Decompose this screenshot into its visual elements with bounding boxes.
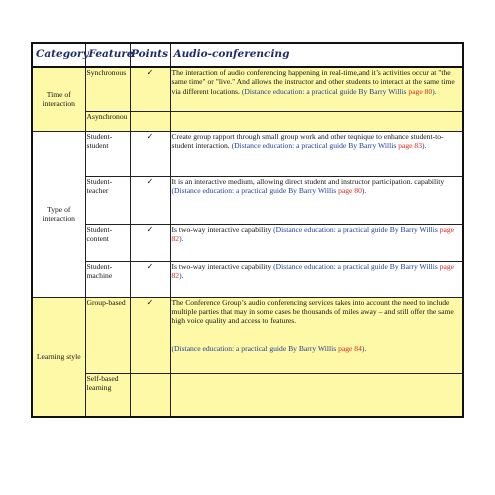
feature-cell: Asynchronou: [85, 111, 130, 131]
description-cell: [170, 176, 463, 224]
description-text: Is two-way interactive capability: [171, 261, 272, 271]
description-cell: [170, 131, 463, 176]
description-text: The Conference Group’s audio conferencing services takes into account the need to include multiple parties that may in some cases be thousands of miles away – and still offer the same high voice quality and access to features.: [171, 297, 454, 326]
table-row: [32, 261, 463, 297]
reference-close: ).: [422, 140, 427, 150]
comparison-table-container: [31, 42, 462, 418]
reference-text: (Distance education: a practical guide By Barry Willis: [273, 261, 438, 271]
description-cell-empty: [170, 111, 463, 131]
reference-text: (Distance education: a practical guide By Barry Willis: [273, 224, 438, 234]
audio-conferencing-table: [31, 42, 464, 418]
table-row: [32, 224, 463, 261]
description-cell: [170, 67, 463, 111]
header-feature: Feature: [85, 43, 130, 67]
reference-text: (Distance education: a practical guide By Barry Willis: [171, 343, 337, 353]
feature-cell: Student-student: [85, 131, 130, 176]
description-text: It is an interactive medium, allowing direct student and instructor participation. capability: [171, 176, 445, 186]
feature-cell: Student-content: [85, 224, 130, 261]
category-cell-type: Type of interaction: [32, 131, 85, 297]
check-icon: ✓: [130, 297, 170, 373]
feature-cell: Student-teacher: [85, 176, 130, 224]
reference-page: page 83: [398, 140, 423, 150]
feature-cell: Self-based learning: [85, 373, 130, 417]
category-cell-time: Time of interaction: [32, 67, 85, 131]
header-audio-conferencing: Audio-conferencing: [170, 43, 463, 67]
reference-close: ).: [361, 185, 367, 195]
reference-page: page 82: [171, 261, 455, 280]
header-row: [32, 43, 463, 67]
table-row: [32, 176, 463, 224]
reference-page: page 80: [408, 86, 433, 96]
description-cell: [170, 297, 463, 373]
reference-text: (Distance education: a practical guide By Barry Willis: [241, 86, 407, 96]
reference-page: page 80: [338, 185, 362, 195]
header-category: Category: [32, 43, 85, 67]
points-cell-empty: [130, 373, 170, 417]
check-icon: ✓: [130, 224, 170, 261]
description-cell: [170, 224, 463, 261]
check-icon: ✓: [130, 131, 170, 176]
feature-cell: Student-machine: [85, 261, 130, 297]
reference-close: ).: [179, 233, 184, 243]
description-cell: [170, 261, 463, 297]
table-row: [32, 297, 463, 373]
reference-close: ).: [432, 86, 437, 96]
table-row: [32, 373, 463, 417]
feature-cell: Synchronous: [85, 67, 130, 111]
feature-cell: Group-based: [85, 297, 130, 373]
category-cell-style: Learning style: [32, 297, 85, 417]
description-text: Is two-way interactive capability: [171, 224, 272, 234]
table-row: [32, 131, 463, 176]
table-row: [32, 67, 463, 111]
points-cell-empty: [130, 111, 170, 131]
header-points: Points: [130, 43, 170, 67]
description-text: The interaction of audio conferencing happening in real-time,and it’s activities occur at "the same time" or "live." And allows the instructor and other students to interact at the same time via different locations.: [171, 68, 455, 96]
description-cell-empty: [170, 373, 463, 417]
reference-text: (Distance education: a practical guide By Barry Willis: [231, 140, 397, 150]
check-icon: ✓: [130, 261, 170, 297]
description-text: Create group rapport through small group work and other teqnique to enhance student-to-student interaction.: [171, 131, 444, 150]
check-icon: ✓: [130, 67, 170, 111]
reference-text: (Distance education: a practical guide By Barry Willis: [171, 185, 337, 195]
check-icon: ✓: [130, 176, 170, 224]
reference-close: ).: [179, 270, 184, 280]
reference-close: ).: [361, 343, 367, 353]
reference-page: page 84: [338, 343, 362, 353]
table-row: [32, 111, 463, 131]
reference-page: page 82: [171, 224, 455, 243]
